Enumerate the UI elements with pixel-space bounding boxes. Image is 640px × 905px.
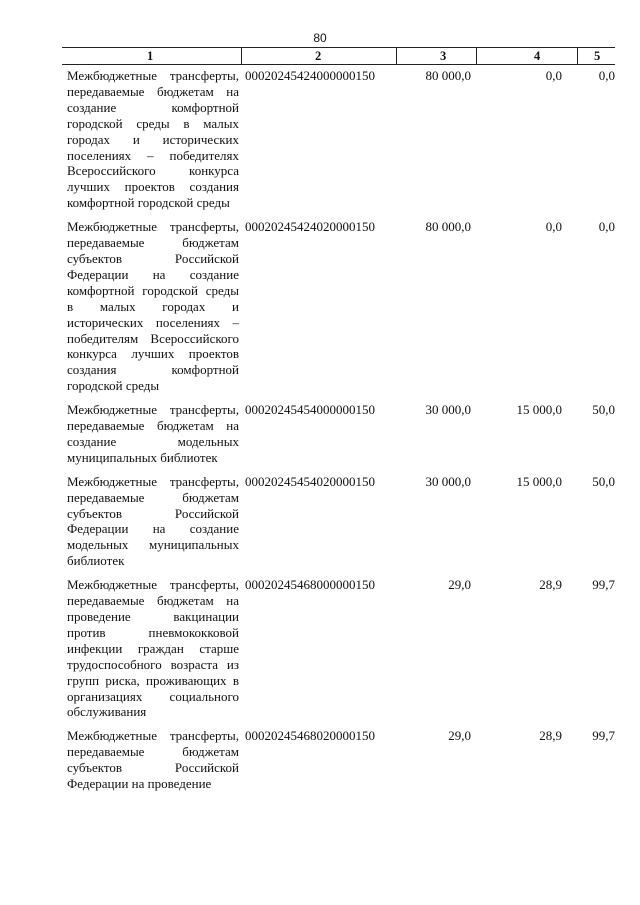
row-col5: 50,0 <box>592 473 615 489</box>
row-col4: 0,0 <box>545 68 562 83</box>
table-header <box>62 47 615 65</box>
table-row <box>62 577 615 720</box>
row-col5: 99,7 <box>592 728 615 744</box>
page-number: 80 <box>313 31 327 45</box>
row-col3: 30 000,0 <box>425 473 471 489</box>
header-col-2: 2 <box>315 49 322 63</box>
budget-table <box>62 47 615 792</box>
row-col3: 80 000,0 <box>425 68 471 83</box>
row-col3: 30 000,0 <box>425 402 471 418</box>
column-divider <box>241 48 242 64</box>
row-description: Межбюджетные трансферты, передаваемые бюджетам на создание комфортной городской среды в малых городах и исторических поселениях – победителях Всероссийского конкурса лучших проектов создания комфортной городской среды <box>67 68 239 211</box>
row-col4: 28,9 <box>539 728 562 744</box>
row-description: Межбюджетные трансферты, передаваемые бюджетам субъектов Российской Федерации на создание комфортной городской среды в малых городах и исторических поселениях – победителям Всероссийского конкурса лучших проектов создания комфортной городской среды <box>67 219 239 394</box>
row-col5: 99,7 <box>592 577 615 593</box>
row-col3: 29,0 <box>448 728 471 744</box>
row-code: 00020245454000000150 <box>245 402 375 418</box>
table-row <box>62 402 615 466</box>
row-col5: 0,0 <box>598 68 615 83</box>
table-row <box>62 728 615 792</box>
column-divider <box>577 48 578 64</box>
column-divider <box>396 48 397 64</box>
row-col4: 15 000,0 <box>516 473 562 489</box>
row-description: Межбюджетные трансферты, передаваемые бюджетам субъектов Российской Федерации на создание модельных муниципальных библиотек <box>67 473 239 569</box>
row-col3: 80 000,0 <box>425 219 471 235</box>
row-col4: 28,9 <box>539 577 562 593</box>
row-code: 00020245424000000150 <box>245 68 375 83</box>
header-col-3: 3 <box>440 49 447 63</box>
table-row <box>62 68 615 211</box>
row-col4: 0,0 <box>545 219 562 235</box>
row-description: Межбюджетные трансферты, передаваемые бюджетам на создание модельных муниципальных библиотек <box>67 402 239 465</box>
row-description: Межбюджетные трансферты, передаваемые бюджетам на проведение вакцинации против пневмококковой инфекции граждан старше трудоспособного возраста из групп риска, проживающих в организациях социального обслуживания <box>67 577 239 720</box>
row-col5: 50,0 <box>592 402 615 418</box>
table-row <box>62 474 615 569</box>
row-code: 00020245468000000150 <box>245 577 375 593</box>
row-col5: 0,0 <box>598 219 615 235</box>
table-row <box>62 219 615 394</box>
row-col3: 29,0 <box>448 577 471 593</box>
row-col4: 15 000,0 <box>516 402 562 418</box>
header-col-1: 1 <box>147 49 154 63</box>
row-code: 00020245424020000150 <box>245 219 375 235</box>
row-code: 00020245454020000150 <box>245 473 375 489</box>
column-divider <box>476 48 477 64</box>
header-col-4: 4 <box>534 49 541 63</box>
row-description: Межбюджетные трансферты, передаваемые бюджетам субъектов Российской Федерации на проведение <box>67 728 239 792</box>
header-col-5: 5 <box>594 49 601 63</box>
row-code: 00020245468020000150 <box>245 728 375 744</box>
